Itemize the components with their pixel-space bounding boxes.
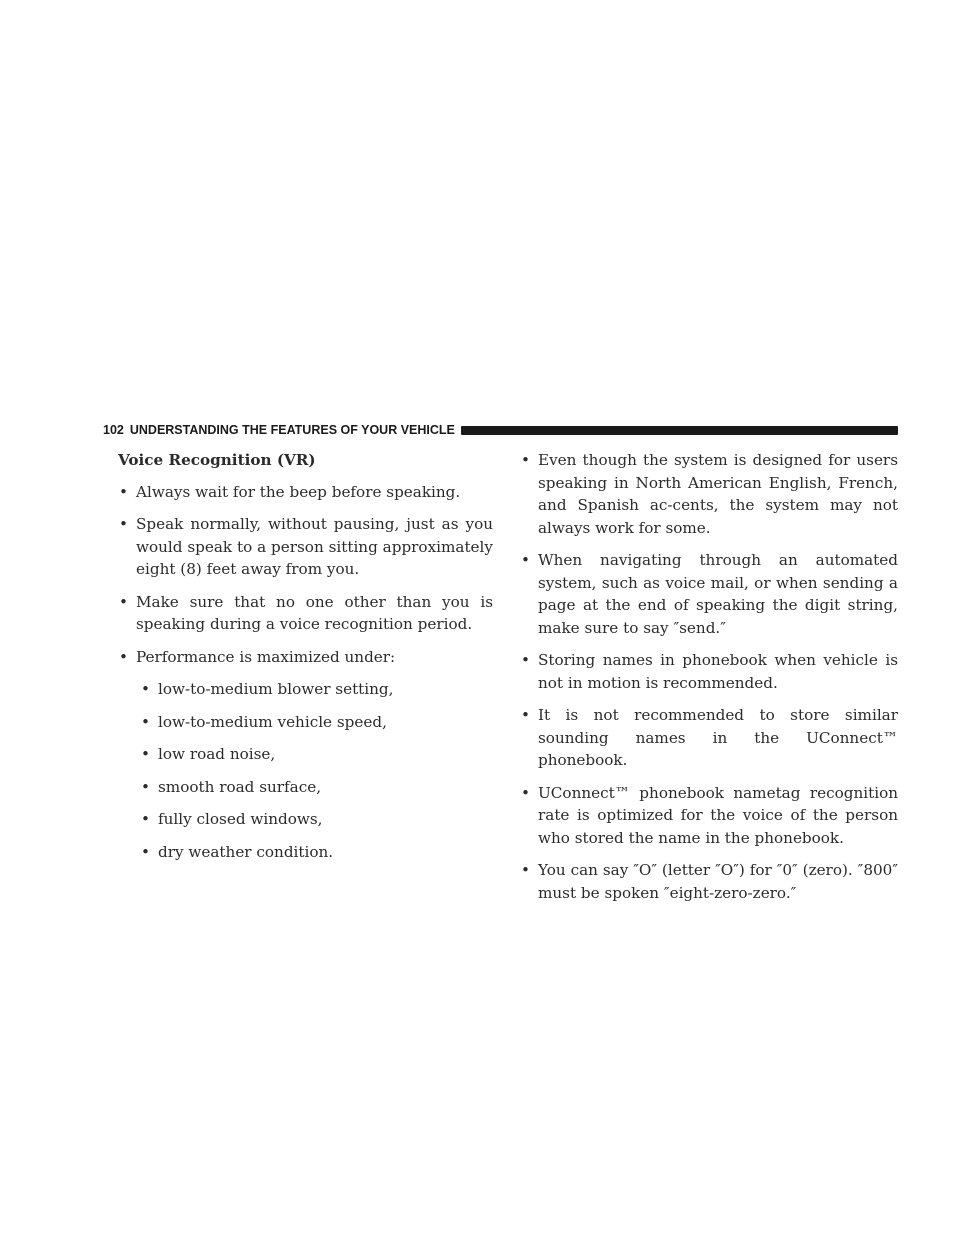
sub-bullet-list [136,678,493,863]
list-item: • Always wait for the beep before speaking. [118,481,493,504]
list-item: • When navigating through an automated system, such as voice mail, or when sending a page at the end of speaking the digit string, make sure to say ″send.″ [520,549,898,639]
sub-list-item: • low-to-medium blower setting, [140,678,493,701]
sub-list-item: • dry weather condition. [140,841,493,864]
right-column [520,449,898,914]
list-item [118,646,493,864]
sub-list-item: • low road noise, [140,743,493,766]
left-column [118,449,493,873]
bullet-list-right [520,449,898,904]
page-number: 102 [103,423,124,437]
list-item: • Speak normally, without pausing, just as you would speak to a person sitting approximately eight (8) feet away from you. [118,513,493,581]
sub-list-item: • smooth road surface, [140,776,493,799]
sub-list-item: • low-to-medium vehicle speed, [140,711,493,734]
list-item: • Storing names in phonebook when vehicle is not in motion is recommended. [520,649,898,694]
bullet-list [118,481,493,864]
page-header [103,421,898,439]
list-item: • Make sure that no one other than you is speaking during a voice recognition period. [118,591,493,636]
list-item: • UConnect™ phonebook nametag recognition rate is optimized for the voice of the person who stored the name in the phonebook. [520,782,898,850]
header-rule [461,426,898,435]
list-item: • It is not recommended to store similar sounding names in the UConnect™ phonebook. [520,704,898,772]
sub-list-item: • fully closed windows, [140,808,493,831]
list-item-text: Performance is maximized under: [136,647,396,666]
section-title: UNDERSTANDING THE FEATURES OF YOUR VEHICLE [129,423,455,437]
list-item: • Even though the system is designed for users speaking in North American English, French, and Spanish ac-cents, the system may not always work for some. [520,449,898,539]
list-item: • You can say ″O″ (letter ″O″) for ″0″ (zero). ″800″ must be spoken ″eight-zero-zero.″ [520,859,898,904]
section-heading: Voice Recognition (VR) [118,451,316,469]
